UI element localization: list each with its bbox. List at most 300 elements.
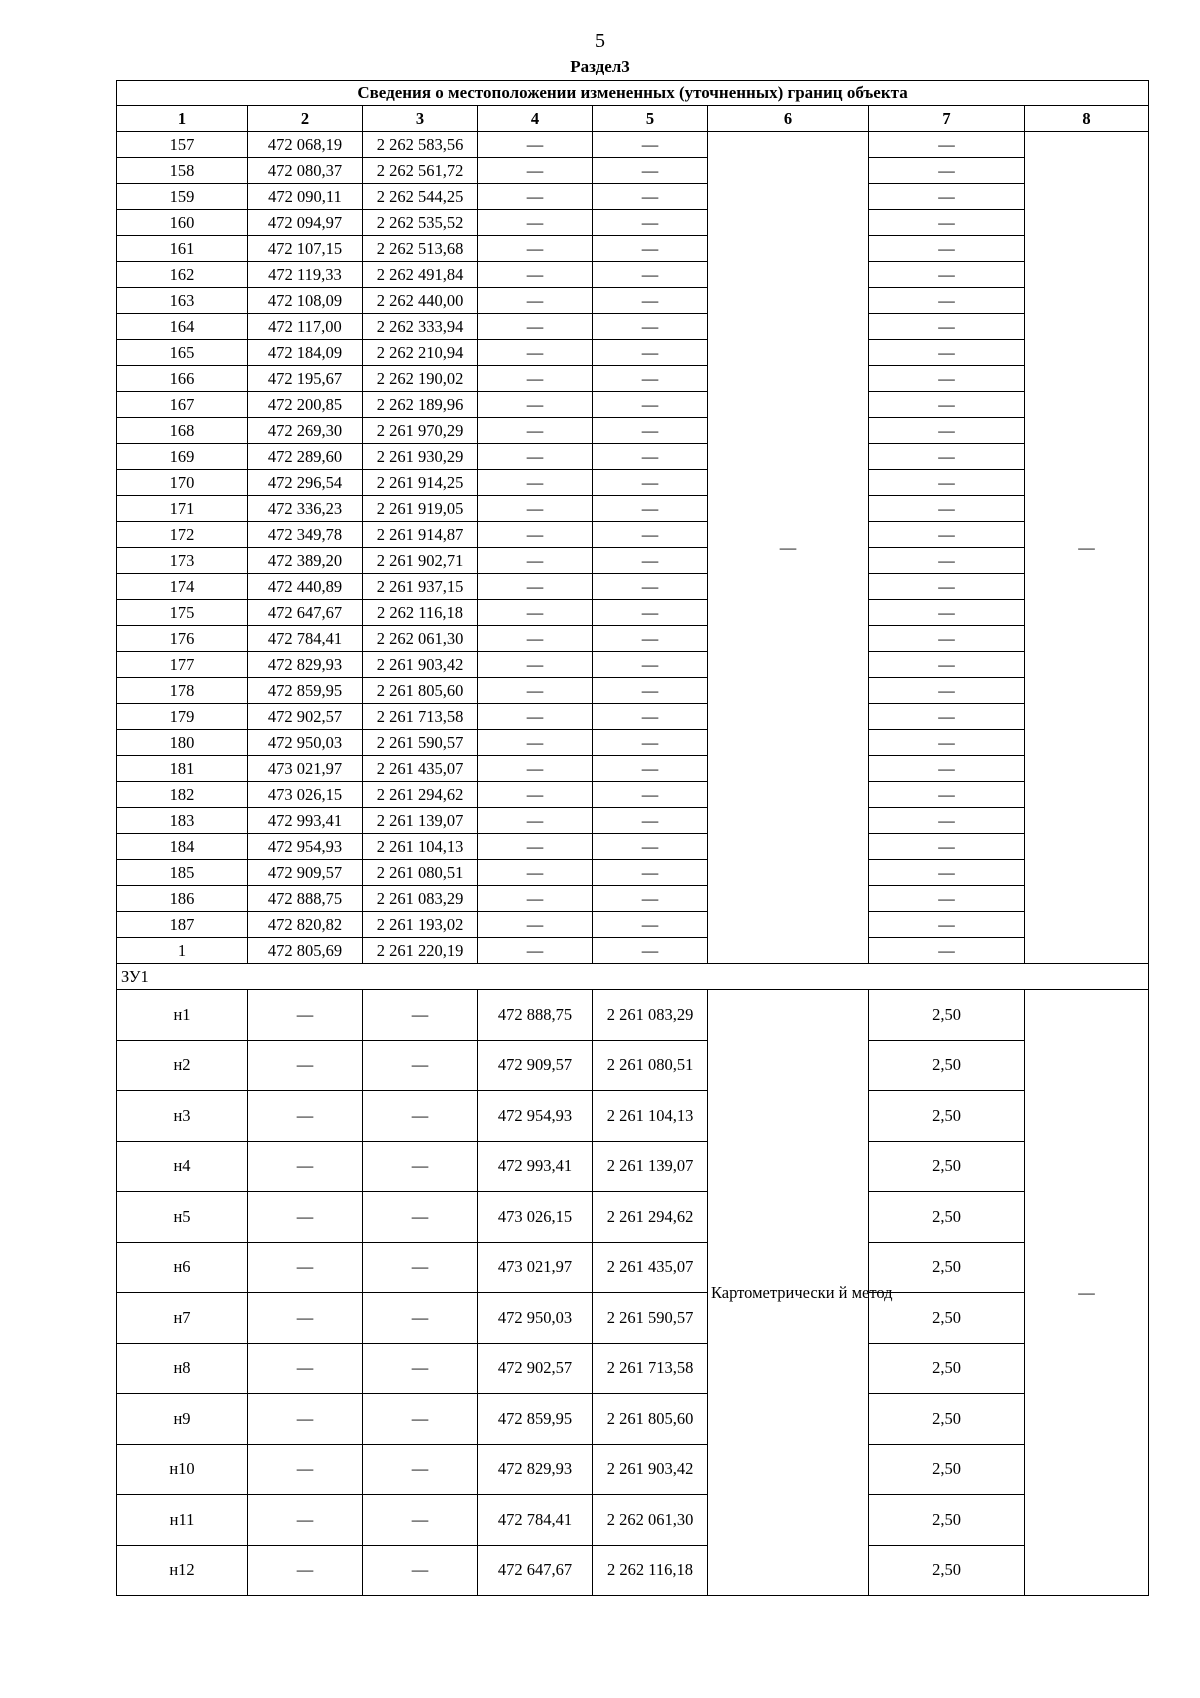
existing-y: — (363, 1091, 478, 1142)
new-x: — (478, 704, 593, 730)
existing-x: 472 950,03 (248, 730, 363, 756)
existing-y: 2 261 914,25 (363, 470, 478, 496)
table-body (117, 81, 1149, 1596)
point-number: 165 (117, 340, 248, 366)
new-x: — (478, 548, 593, 574)
table-row (117, 1545, 1149, 1596)
existing-x: 472 068,19 (248, 132, 363, 158)
existing-y: 2 261 903,42 (363, 652, 478, 678)
table-row (117, 1141, 1149, 1192)
new-x: — (478, 262, 593, 288)
table-row (117, 210, 1149, 236)
accuracy: 2,50 (869, 1141, 1025, 1192)
new-y: — (593, 262, 708, 288)
new-y: — (593, 522, 708, 548)
table-row (117, 548, 1149, 574)
point-number: 170 (117, 470, 248, 496)
method: — (708, 132, 869, 964)
point-number: 167 (117, 392, 248, 418)
existing-x: 472 119,33 (248, 262, 363, 288)
existing-y: 2 262 116,18 (363, 600, 478, 626)
existing-x: 472 200,85 (248, 392, 363, 418)
existing-x: — (248, 1192, 363, 1243)
accuracy: — (869, 392, 1025, 418)
new-x: 472 954,93 (478, 1091, 593, 1142)
point-number: 166 (117, 366, 248, 392)
existing-y: 2 262 190,02 (363, 366, 478, 392)
point-number: 181 (117, 756, 248, 782)
existing-y: 2 261 080,51 (363, 860, 478, 886)
existing-y: 2 262 544,25 (363, 184, 478, 210)
column-header: 2 (248, 106, 363, 132)
point-number: 161 (117, 236, 248, 262)
accuracy: — (869, 782, 1025, 808)
table-row (117, 1343, 1149, 1394)
existing-x: 472 888,75 (248, 886, 363, 912)
column-header: 7 (869, 106, 1025, 132)
new-y: — (593, 704, 708, 730)
existing-x: — (248, 1040, 363, 1091)
new-x: — (478, 782, 593, 808)
existing-x: 472 336,23 (248, 496, 363, 522)
point-number: н2 (117, 1040, 248, 1091)
new-y: — (593, 158, 708, 184)
accuracy: — (869, 132, 1025, 158)
accuracy: 2,50 (869, 1495, 1025, 1546)
accuracy: 2,50 (869, 1293, 1025, 1344)
point-number: 1 (117, 938, 248, 964)
accuracy: — (869, 210, 1025, 236)
existing-y: 2 261 970,29 (363, 418, 478, 444)
point-number: 179 (117, 704, 248, 730)
point-number: 185 (117, 860, 248, 886)
existing-y: — (363, 1444, 478, 1495)
point-number: 186 (117, 886, 248, 912)
existing-x: 472 094,97 (248, 210, 363, 236)
new-y: 2 261 713,58 (593, 1343, 708, 1394)
existing-y: 2 262 440,00 (363, 288, 478, 314)
point-number: 168 (117, 418, 248, 444)
existing-y: 2 262 513,68 (363, 236, 478, 262)
new-x: — (478, 236, 593, 262)
existing-x: — (248, 1293, 363, 1344)
new-x: — (478, 756, 593, 782)
table-row (117, 366, 1149, 392)
column-header: 8 (1025, 106, 1149, 132)
existing-x: 472 859,95 (248, 678, 363, 704)
table-row (117, 158, 1149, 184)
boundary-coordinates-table (116, 80, 1149, 1596)
existing-x: 472 909,57 (248, 860, 363, 886)
existing-x: 472 184,09 (248, 340, 363, 366)
new-x: 472 888,75 (478, 990, 593, 1041)
new-x: 472 784,41 (478, 1495, 593, 1546)
existing-y: 2 262 210,94 (363, 340, 478, 366)
point-number: 182 (117, 782, 248, 808)
new-x: — (478, 366, 593, 392)
accuracy: — (869, 236, 1025, 262)
existing-x: 472 784,41 (248, 626, 363, 652)
existing-y: 2 262 061,30 (363, 626, 478, 652)
new-y: — (593, 652, 708, 678)
existing-y: 2 261 937,15 (363, 574, 478, 600)
new-x: — (478, 184, 593, 210)
accuracy: — (869, 418, 1025, 444)
point-number: 157 (117, 132, 248, 158)
table-row (117, 938, 1149, 964)
existing-x: 472 993,41 (248, 808, 363, 834)
new-x: — (478, 912, 593, 938)
new-x: 472 829,93 (478, 1444, 593, 1495)
accuracy: — (869, 366, 1025, 392)
point-number: н10 (117, 1444, 248, 1495)
existing-x: 472 349,78 (248, 522, 363, 548)
existing-y: 2 262 561,72 (363, 158, 478, 184)
accuracy: — (869, 600, 1025, 626)
new-y: — (593, 860, 708, 886)
existing-x: 472 289,60 (248, 444, 363, 470)
existing-x: 472 805,69 (248, 938, 363, 964)
existing-y: — (363, 1040, 478, 1091)
table-row (117, 990, 1149, 1041)
existing-x: 472 117,00 (248, 314, 363, 340)
accuracy: 2,50 (869, 1444, 1025, 1495)
accuracy: — (869, 522, 1025, 548)
existing-y: 2 262 583,56 (363, 132, 478, 158)
table-row (117, 418, 1149, 444)
point-number: 187 (117, 912, 248, 938)
existing-x: — (248, 1394, 363, 1445)
table-title-row (117, 81, 1149, 106)
existing-y: 2 262 535,52 (363, 210, 478, 236)
existing-x: — (248, 1141, 363, 1192)
existing-x: 472 440,89 (248, 574, 363, 600)
table-row (117, 704, 1149, 730)
new-y: 2 261 294,62 (593, 1192, 708, 1243)
new-y: 2 261 805,60 (593, 1394, 708, 1445)
new-y: — (593, 678, 708, 704)
existing-y: — (363, 1141, 478, 1192)
new-y: — (593, 496, 708, 522)
new-x: 473 026,15 (478, 1192, 593, 1243)
existing-y: 2 261 139,07 (363, 808, 478, 834)
accuracy: — (869, 860, 1025, 886)
column-header: 4 (478, 106, 593, 132)
existing-x: 472 389,20 (248, 548, 363, 574)
existing-y: 2 261 902,71 (363, 548, 478, 574)
new-x: — (478, 158, 593, 184)
group-label: ЗУ1 (117, 964, 1149, 990)
table-header-row (117, 106, 1149, 132)
new-x: — (478, 314, 593, 340)
accuracy: — (869, 548, 1025, 574)
new-y: — (593, 210, 708, 236)
new-x: 472 647,67 (478, 1545, 593, 1596)
new-y: — (593, 600, 708, 626)
accuracy: — (869, 288, 1025, 314)
point-number: 175 (117, 600, 248, 626)
existing-y: — (363, 1495, 478, 1546)
new-y: — (593, 444, 708, 470)
column-header: 3 (363, 106, 478, 132)
existing-y: — (363, 990, 478, 1041)
column-header: 5 (593, 106, 708, 132)
table-row (117, 652, 1149, 678)
table-row (117, 730, 1149, 756)
new-x: 472 859,95 (478, 1394, 593, 1445)
new-x: 473 021,97 (478, 1242, 593, 1293)
table-row (117, 1040, 1149, 1091)
accuracy: — (869, 678, 1025, 704)
table-row (117, 1444, 1149, 1495)
table-row (117, 522, 1149, 548)
new-x: — (478, 600, 593, 626)
accuracy: — (869, 470, 1025, 496)
new-x: — (478, 132, 593, 158)
accuracy: 2,50 (869, 1091, 1025, 1142)
point-number: 176 (117, 626, 248, 652)
new-x: 472 950,03 (478, 1293, 593, 1344)
table-row (117, 262, 1149, 288)
method: Картометрически й метод (708, 990, 869, 1596)
group-header-row (117, 964, 1149, 990)
existing-x: 472 902,57 (248, 704, 363, 730)
new-y: — (593, 886, 708, 912)
new-x: — (478, 626, 593, 652)
new-y: — (593, 782, 708, 808)
existing-y: 2 261 435,07 (363, 756, 478, 782)
existing-x: — (248, 990, 363, 1041)
table-row (117, 678, 1149, 704)
accuracy: — (869, 886, 1025, 912)
point-number: н6 (117, 1242, 248, 1293)
table-row (117, 912, 1149, 938)
table-row (117, 1192, 1149, 1243)
accuracy: — (869, 444, 1025, 470)
description: — (1025, 990, 1149, 1596)
new-y: — (593, 626, 708, 652)
new-y: — (593, 470, 708, 496)
new-y: — (593, 418, 708, 444)
new-x: — (478, 392, 593, 418)
new-y: — (593, 808, 708, 834)
new-x: — (478, 470, 593, 496)
new-y: — (593, 314, 708, 340)
new-y: — (593, 340, 708, 366)
new-x: 472 902,57 (478, 1343, 593, 1394)
accuracy: — (869, 340, 1025, 366)
table-title: Сведения о местоположении измененных (уточненных) границ объекта (117, 81, 1149, 106)
new-x: — (478, 496, 593, 522)
existing-x: 472 647,67 (248, 600, 363, 626)
table-row (117, 1091, 1149, 1142)
new-x: — (478, 418, 593, 444)
existing-y: 2 261 220,19 (363, 938, 478, 964)
table-row (117, 860, 1149, 886)
existing-y: — (363, 1545, 478, 1596)
existing-x: 472 080,37 (248, 158, 363, 184)
new-y: — (593, 574, 708, 600)
new-x: — (478, 730, 593, 756)
new-y: — (593, 834, 708, 860)
existing-y: — (363, 1343, 478, 1394)
new-x: — (478, 678, 593, 704)
existing-x: — (248, 1343, 363, 1394)
existing-x: 472 269,30 (248, 418, 363, 444)
point-number: н8 (117, 1343, 248, 1394)
new-y: — (593, 938, 708, 964)
new-x: — (478, 834, 593, 860)
existing-x: 472 820,82 (248, 912, 363, 938)
existing-x: — (248, 1091, 363, 1142)
accuracy: — (869, 262, 1025, 288)
existing-x: 473 026,15 (248, 782, 363, 808)
existing-x: 472 829,93 (248, 652, 363, 678)
existing-x: 472 108,09 (248, 288, 363, 314)
accuracy: 2,50 (869, 1192, 1025, 1243)
existing-x: — (248, 1495, 363, 1546)
existing-y: — (363, 1192, 478, 1243)
table-row (117, 808, 1149, 834)
new-y: 2 262 061,30 (593, 1495, 708, 1546)
table-row (117, 314, 1149, 340)
new-x: — (478, 522, 593, 548)
existing-x: 472 296,54 (248, 470, 363, 496)
existing-y: 2 261 930,29 (363, 444, 478, 470)
accuracy: — (869, 496, 1025, 522)
point-number: 164 (117, 314, 248, 340)
existing-y: 2 261 919,05 (363, 496, 478, 522)
accuracy: — (869, 912, 1025, 938)
table-row (117, 756, 1149, 782)
table-row (117, 574, 1149, 600)
new-y: 2 261 104,13 (593, 1091, 708, 1142)
point-number: 177 (117, 652, 248, 678)
table-row (117, 392, 1149, 418)
accuracy: — (869, 834, 1025, 860)
existing-y: 2 261 294,62 (363, 782, 478, 808)
point-number: 159 (117, 184, 248, 210)
existing-y: 2 261 104,13 (363, 834, 478, 860)
existing-y: 2 262 491,84 (363, 262, 478, 288)
new-y: 2 261 590,57 (593, 1293, 708, 1344)
accuracy: 2,50 (869, 990, 1025, 1041)
point-number: 180 (117, 730, 248, 756)
new-x: — (478, 860, 593, 886)
existing-x: 472 954,93 (248, 834, 363, 860)
point-number: н7 (117, 1293, 248, 1344)
new-y: — (593, 730, 708, 756)
table-row (117, 1394, 1149, 1445)
accuracy: 2,50 (869, 1394, 1025, 1445)
existing-y: 2 261 713,58 (363, 704, 478, 730)
new-y: — (593, 132, 708, 158)
table-row (117, 782, 1149, 808)
new-y: 2 261 139,07 (593, 1141, 708, 1192)
accuracy: 2,50 (869, 1545, 1025, 1596)
table-row (117, 288, 1149, 314)
new-y: 2 261 083,29 (593, 990, 708, 1041)
table-row (117, 1293, 1149, 1344)
new-y: — (593, 548, 708, 574)
column-header: 6 (708, 106, 869, 132)
existing-x: 472 090,11 (248, 184, 363, 210)
point-number: н5 (117, 1192, 248, 1243)
accuracy: — (869, 938, 1025, 964)
table-row (117, 496, 1149, 522)
accuracy: — (869, 652, 1025, 678)
point-number: 162 (117, 262, 248, 288)
point-number: 178 (117, 678, 248, 704)
new-x: — (478, 886, 593, 912)
new-y: 2 261 080,51 (593, 1040, 708, 1091)
point-number: н12 (117, 1545, 248, 1596)
point-number: 163 (117, 288, 248, 314)
existing-y: — (363, 1394, 478, 1445)
table-row (117, 184, 1149, 210)
new-y: — (593, 366, 708, 392)
new-y: — (593, 184, 708, 210)
existing-x: — (248, 1444, 363, 1495)
existing-y: — (363, 1293, 478, 1344)
point-number: 184 (117, 834, 248, 860)
new-x: — (478, 938, 593, 964)
existing-y: 2 261 590,57 (363, 730, 478, 756)
point-number: 160 (117, 210, 248, 236)
table-row (117, 132, 1149, 158)
accuracy: — (869, 158, 1025, 184)
point-number: н11 (117, 1495, 248, 1546)
point-number: 172 (117, 522, 248, 548)
accuracy: — (869, 808, 1025, 834)
description: — (1025, 132, 1149, 964)
table-row (117, 626, 1149, 652)
point-number: н3 (117, 1091, 248, 1142)
table-row (117, 1242, 1149, 1293)
section-title: Раздел3 (570, 57, 630, 76)
accuracy: 2,50 (869, 1040, 1025, 1091)
table-row (117, 444, 1149, 470)
table-row (117, 600, 1149, 626)
table-row (117, 470, 1149, 496)
existing-y: — (363, 1242, 478, 1293)
table-row (117, 340, 1149, 366)
point-number: 169 (117, 444, 248, 470)
new-y: — (593, 756, 708, 782)
new-y: — (593, 392, 708, 418)
point-number: н4 (117, 1141, 248, 1192)
existing-x: 472 195,67 (248, 366, 363, 392)
accuracy: 2,50 (869, 1343, 1025, 1394)
accuracy: — (869, 704, 1025, 730)
existing-y: 2 262 333,94 (363, 314, 478, 340)
existing-x: — (248, 1242, 363, 1293)
new-x: — (478, 444, 593, 470)
new-x: — (478, 288, 593, 314)
column-header: 1 (117, 106, 248, 132)
accuracy: — (869, 756, 1025, 782)
point-number: 183 (117, 808, 248, 834)
existing-y: 2 261 914,87 (363, 522, 478, 548)
table-row (117, 1495, 1149, 1546)
new-x: — (478, 652, 593, 678)
new-y: 2 261 903,42 (593, 1444, 708, 1495)
existing-x: — (248, 1545, 363, 1596)
point-number: 158 (117, 158, 248, 184)
new-y: — (593, 236, 708, 262)
existing-y: 2 261 083,29 (363, 886, 478, 912)
new-x: — (478, 340, 593, 366)
